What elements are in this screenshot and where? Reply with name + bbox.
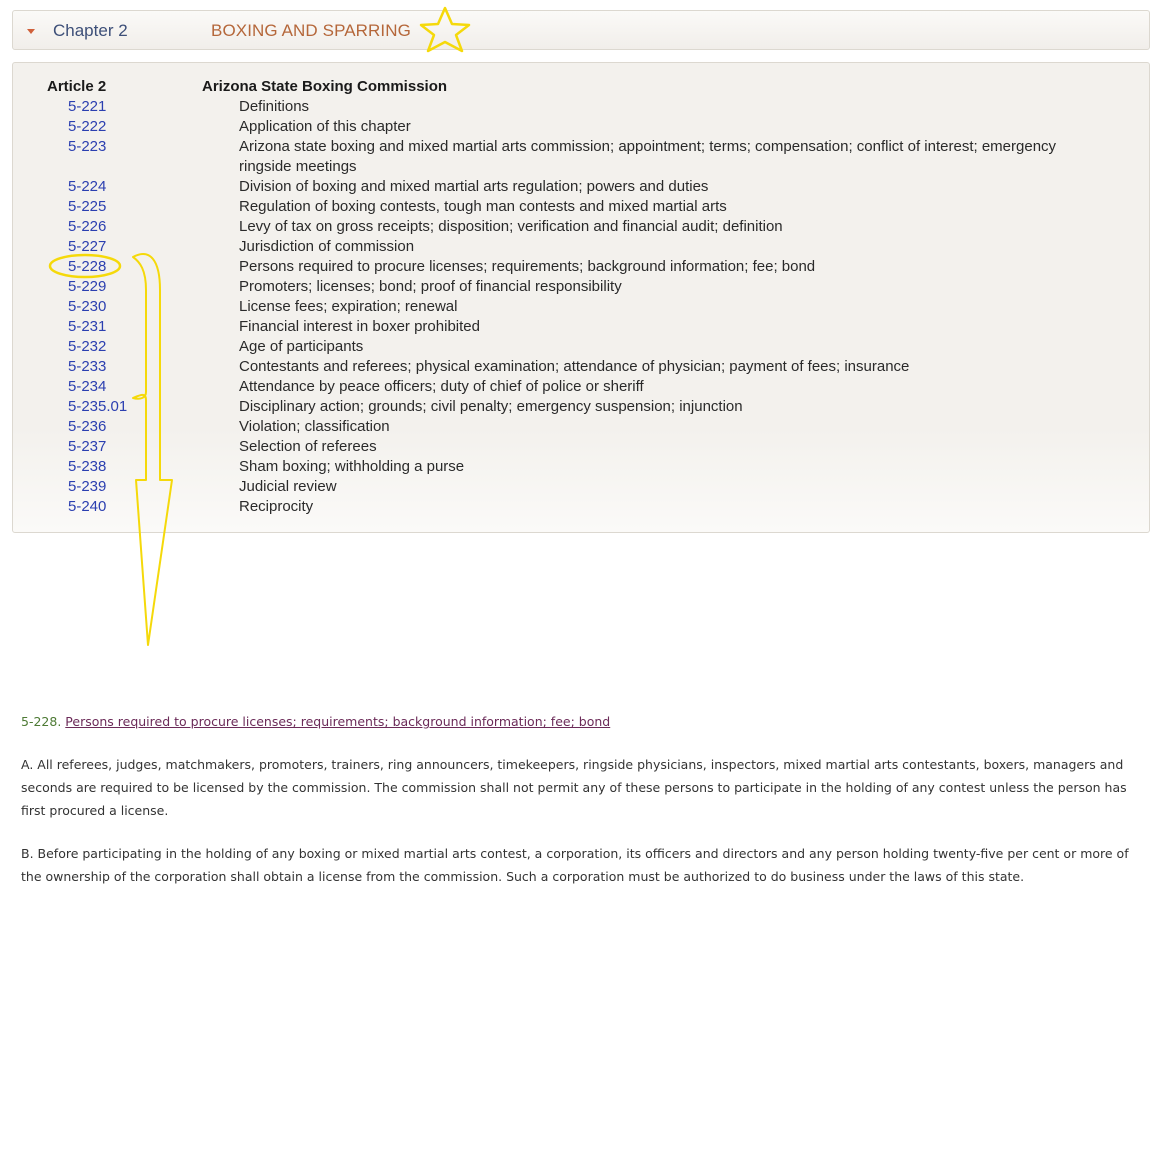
paragraph-b: B. Before participating in the holding of any boxing or mixed martial arts contest, a corporation, its officers and directors and any person holding twenty-five per cent or more of the ownership of the corporation shall obtain a license from the commission. Such a corporation must be authorized to do business under the laws of this state. [21, 846, 1129, 884]
section-row [13, 457, 1149, 477]
paragraph-a: A. All referees, judges, matchmakers, promoters, trainers, ring announcers, timekeepers, ringside physicians, inspectors, mixed martial arts contestants, boxers, managers and seconds are required to be licensed by the commission. The commission shall not permit any of these persons to participate in the holding of any contest unless the person has first procured a license. [21, 757, 1127, 818]
chapter-label: Chapter 2 [53, 21, 128, 40]
section-row [13, 277, 1149, 297]
section-description: Age of participants [239, 338, 364, 355]
section-link[interactable]: 5-226 [68, 218, 107, 235]
section-link[interactable]: 5-235.01 [68, 398, 128, 415]
section-row [13, 437, 1149, 457]
section-link[interactable]: 5-238 [68, 458, 107, 475]
section-list [13, 97, 1149, 517]
section-link[interactable]: 5-224 [68, 178, 107, 195]
section-row [13, 137, 1149, 177]
section-link[interactable]: 5-229 [68, 278, 107, 295]
section-row [13, 237, 1149, 257]
section-link[interactable]: 5-225 [68, 198, 107, 215]
section-description: Arizona state boxing and mixed martial arts commission; appointment; terms; compensation; conflict of interest; emergency ringside meetings [239, 138, 1057, 175]
chapter-title: BOXING AND SPARRING [211, 21, 411, 40]
section-document [21, 710, 1153, 888]
chapter-header[interactable] [12, 10, 1150, 50]
section-link[interactable]: 5-231 [68, 318, 107, 335]
section-row [13, 217, 1149, 237]
section-title-link[interactable]: Persons required to procure licenses; requirements; background information; fee; bond [65, 714, 611, 729]
section-row [13, 177, 1149, 197]
article-number: Article 2 [47, 78, 107, 95]
article-title: Arizona State Boxing Commission [202, 78, 448, 95]
section-link[interactable]: 5-237 [68, 438, 107, 455]
section-row [13, 197, 1149, 217]
section-link[interactable]: 5-239 [68, 478, 107, 495]
section-link[interactable]: 5-234 [68, 378, 107, 395]
section-description: Persons required to procure licenses; requirements; background information; fee; bond [239, 258, 816, 275]
section-row [13, 377, 1149, 397]
section-description: Division of boxing and mixed martial arts regulation; powers and duties [239, 178, 709, 195]
section-link[interactable]: 5-233 [68, 358, 107, 375]
caret-down-icon[interactable] [27, 29, 35, 34]
section-link[interactable]: 5-228 [68, 258, 107, 275]
section-row [13, 317, 1149, 337]
section-link[interactable]: 5-222 [68, 118, 107, 135]
section-row [13, 497, 1149, 517]
section-description: Contestants and referees; physical examination; attendance of physician; payment of fees; insurance [239, 358, 910, 375]
section-row [13, 337, 1149, 357]
section-description: Attendance by peace officers; duty of chief of police or sheriff [239, 378, 644, 395]
section-heading [21, 710, 1153, 733]
section-description: Definitions [239, 98, 310, 115]
section-description: Reciprocity [239, 498, 314, 515]
section-link[interactable]: 5-221 [68, 98, 107, 115]
section-link[interactable]: 5-236 [68, 418, 107, 435]
section-description: Jurisdiction of commission [239, 238, 415, 255]
section-row [13, 97, 1149, 117]
section-description: Financial interest in boxer prohibited [239, 318, 480, 335]
section-description: Sham boxing; withholding a purse [239, 458, 465, 475]
section-link[interactable]: 5-232 [68, 338, 107, 355]
section-link[interactable]: 5-240 [68, 498, 107, 515]
section-row [13, 297, 1149, 317]
article-panel [12, 62, 1150, 533]
section-description: License fees; expiration; renewal [239, 298, 458, 315]
section-link[interactable]: 5-223 [68, 138, 107, 155]
section-row [13, 357, 1149, 377]
section-number: 5-228. [21, 714, 62, 729]
section-description: Regulation of boxing contests, tough man contests and mixed martial arts [239, 198, 727, 215]
section-row [13, 417, 1149, 437]
section-link[interactable]: 5-230 [68, 298, 107, 315]
section-description: Application of this chapter [239, 118, 411, 135]
section-link[interactable]: 5-227 [68, 238, 107, 255]
section-description: Levy of tax on gross receipts; disposition; verification and financial audit; definition [239, 218, 783, 235]
section-description: Selection of referees [239, 438, 377, 455]
section-row [13, 397, 1149, 417]
section-row [13, 257, 1149, 277]
section-description: Promoters; licenses; bond; proof of financial responsibility [239, 278, 622, 295]
section-row [13, 117, 1149, 137]
section-description: Disciplinary action; grounds; civil penalty; emergency suspension; injunction [239, 398, 743, 415]
section-description: Judicial review [239, 478, 337, 495]
section-description: Violation; classification [239, 418, 390, 435]
section-row [13, 477, 1149, 497]
